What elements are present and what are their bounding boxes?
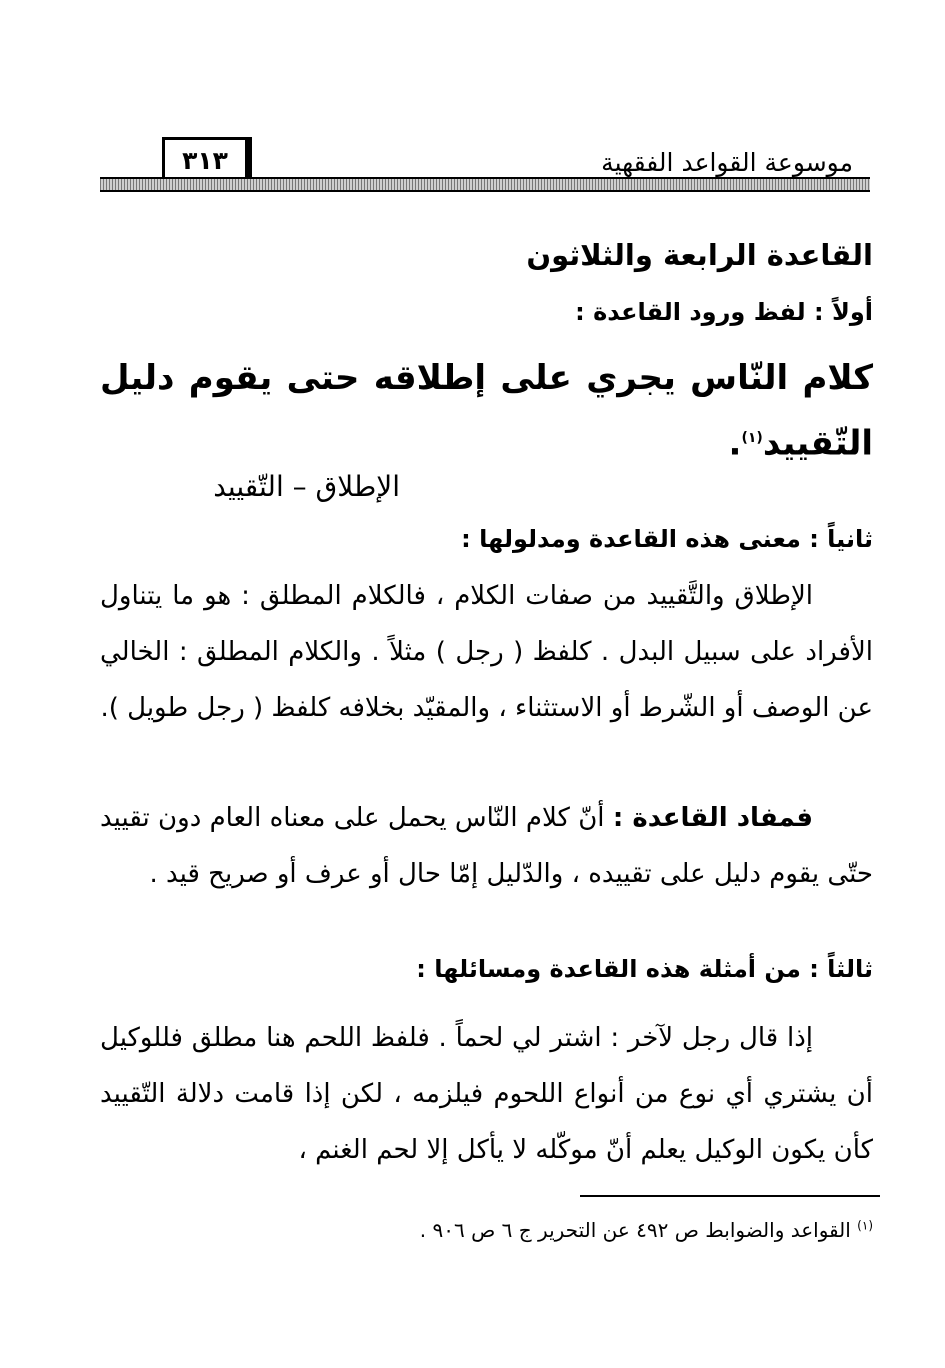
footnote-separator xyxy=(580,1195,880,1197)
footnote-text: القواعد والضوابط ص ٤٩٢ عن التحرير ج ٦ ص ٩٠٦ . xyxy=(419,1218,851,1242)
paragraph-example-text: إذا قال رجل لآخر : اشتر لي لحماً . فلفظ اللحم هنا مطلق فللوكيل أن يشتري أي نوع من أنواع اللحوم فيلزمه ، لكن إذا قامت دلالة التّقييد كأن يكون الوكيل يعلم أنّ موكّله لا يأكل إلا لحم الغنم ، xyxy=(100,1023,873,1165)
rule-statement-end: . xyxy=(728,423,742,464)
running-header-title: موسوعة القواعد الفقهية xyxy=(601,148,853,177)
page-number: ٣١٣ xyxy=(182,145,228,175)
section-title-meaning: ثانياً : معنى هذه القاعدة ومدلولها : xyxy=(461,525,873,553)
keywords-line: الإطلاق – التّقييد xyxy=(213,470,400,503)
section-title-examples: ثالثاً : من أمثلة هذه القاعدة ومسائلها : xyxy=(416,955,873,983)
rule-statement xyxy=(100,348,873,473)
rule-statement-text: كلام النّاس يجري على إطلاقه حتى يقوم دليل التّقييد xyxy=(100,358,873,464)
paragraph-meaning xyxy=(100,568,873,736)
paragraph-example xyxy=(100,1010,873,1178)
rule-heading: القاعدة الرابعة والثلاثون xyxy=(526,238,873,272)
paragraph-gist-text: أنّ كلام النّاس يحمل على معناه العام دون تقييد حتّى يقوم دليل على تقييده ، والدّليل إمّا حال أو عرف أو صريح قيد . xyxy=(100,803,873,889)
footnote-reference: (١) xyxy=(741,430,763,446)
footnote xyxy=(420,1218,873,1242)
footnote-mark: (١) xyxy=(857,1218,873,1233)
paragraph-meaning-text: الإطلاق والتَّقييد من صفات الكلام ، فالكلام المطلق : هو ما يتناول الأفراد على سبيل البدل . كلفظ ( رجل ) مثلاً . والكلام المطلق : الخالي عن الوصف أو الشّرط أو الاستثناء ، والمقيّد بخلافه كلفظ ( رجل طويل ). xyxy=(100,581,873,723)
paragraph-gist-lead: فمفاد القاعدة : xyxy=(612,803,813,833)
header-rule xyxy=(100,177,870,192)
section-title-wording: أولاً : لفظ ورود القاعدة : xyxy=(575,298,873,326)
paragraph-gist xyxy=(100,790,873,902)
